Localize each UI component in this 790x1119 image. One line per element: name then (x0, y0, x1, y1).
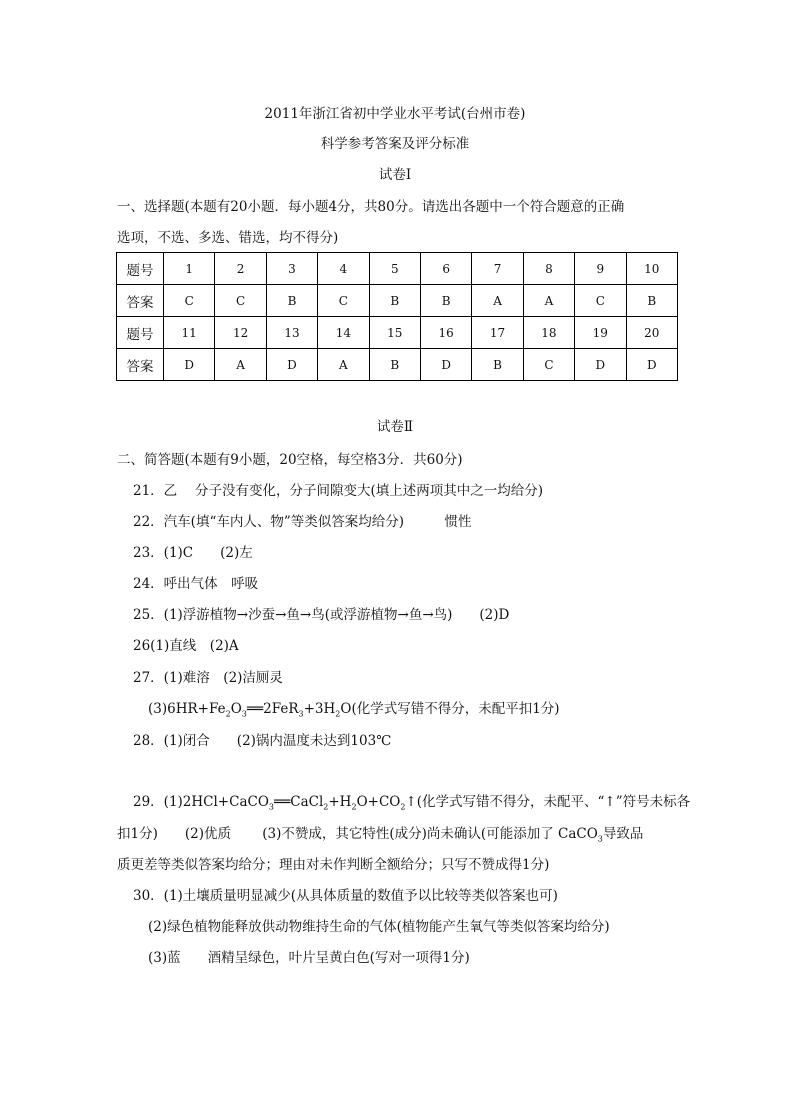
answer-q27: 27．(1)难溶 (2)洁厕灵 (133, 670, 283, 686)
answer-q28: 28．(1)闭合 (2)锅内温度未达到103℃ (133, 733, 392, 749)
answer-cell: B (369, 285, 420, 317)
answer-cell: D (266, 349, 317, 381)
doc-title: 2011年浙江省初中学业水平考试(台州市卷) (264, 106, 526, 122)
doc-subtitle: 科学参考答案及评分标准 (320, 136, 470, 152)
question-number: 6 (420, 253, 471, 285)
row-label: 答案 (117, 285, 164, 317)
answer-q21: 21．乙 分子没有变化，分子间隙变大(填上述两项其中之一均给分) (133, 483, 544, 499)
answer-q29-line1 (133, 792, 690, 818)
answer-q30-part2: (2)绿色植物能释放供动物维持生命的气体(植物能产生氧气等类似答案均给分) (148, 919, 610, 935)
formula-text: ↑(化学式写错不得分，未配平、“↑”符号未标各 (405, 794, 691, 810)
answer-cell: B (420, 285, 471, 317)
question-number: 19 (575, 317, 626, 349)
answer-cell: C (575, 285, 626, 317)
formula-text: O (230, 701, 242, 717)
answer-cell: A (523, 285, 574, 317)
formula-text: +H (328, 794, 352, 810)
section1-instructions-line2: 选项，不选、多选、错选，均不得分) (117, 230, 339, 246)
question-number: 5 (369, 253, 420, 285)
formula-text: ══CaCl (274, 794, 324, 810)
question-number: 12 (215, 317, 266, 349)
question-number: 20 (626, 317, 677, 349)
formula-text: (3)6HR+Fe (148, 701, 226, 717)
answer-cell: C (215, 285, 266, 317)
answer-cell: A (472, 285, 523, 317)
answer-cell: C (523, 349, 574, 381)
row-label: 题号 (117, 253, 164, 285)
answer-q27-part3 (148, 699, 560, 725)
answer-cell: B (369, 349, 420, 381)
answer-cell: C (164, 285, 215, 317)
question-number: 8 (523, 253, 574, 285)
question-number: 18 (523, 317, 574, 349)
subscript: 2 (351, 802, 357, 812)
subscript: 2 (400, 802, 406, 812)
formula-text: ══2FeR (246, 701, 299, 717)
paper2-heading: 试卷Ⅱ (376, 419, 414, 435)
table-row (117, 285, 678, 317)
row-label: 题号 (117, 317, 164, 349)
question-number: 10 (626, 253, 677, 285)
formula-text: O(化学式写错不得分，未配平扣1分) (340, 701, 560, 717)
table-row (117, 317, 678, 349)
question-number: 4 (318, 253, 369, 285)
answer-cell: C (318, 285, 369, 317)
section1-instructions-line1: 一、选择题(本题有20小题．每小题4分，共80分。请选出各题中一个符合题意的正确 (117, 199, 625, 215)
table-row (117, 349, 678, 381)
subscript: 2 (323, 802, 329, 812)
answer-text: 扣1分) (2)优质 (3)不赞成，其它特性(成分)尚未确认(可能添加了 (117, 826, 554, 842)
question-number: 2 (215, 253, 266, 285)
answer-text: 导致品 (602, 826, 644, 842)
answer-q25: 25．(1)浮游植物→沙蚕→鱼→鸟(或浮游植物→鱼→鸟) (2)D (133, 607, 510, 623)
answer-cell: B (626, 285, 677, 317)
question-number: 11 (164, 317, 215, 349)
answer-table (116, 252, 678, 381)
question-number: 15 (369, 317, 420, 349)
formula-text: 29．(1)2HCl+CaCO (133, 794, 269, 810)
subscript: 2 (335, 709, 341, 719)
subscript: 3 (597, 834, 603, 844)
question-number: 7 (472, 253, 523, 285)
question-number: 1 (164, 253, 215, 285)
formula-text: +3H (303, 701, 336, 717)
formula-text: CaCO (558, 826, 598, 842)
answer-q23: 23．(1)C (2)左 (133, 545, 253, 561)
answer-cell: B (472, 349, 523, 381)
answer-q24: 24．呼出气体 呼吸 (133, 576, 259, 592)
answer-cell: A (318, 349, 369, 381)
question-number: 17 (472, 317, 523, 349)
section2-heading: 二、简答题(本题有9小题，20空格，每空格3分．共60分) (117, 452, 463, 468)
answer-cell: D (575, 349, 626, 381)
answer-q29-line2 (117, 824, 643, 850)
subscript: 3 (268, 802, 274, 812)
formula-text: O+CO (356, 794, 401, 810)
subscript: 3 (241, 709, 247, 719)
answer-cell: D (164, 349, 215, 381)
answer-cell: D (420, 349, 471, 381)
answer-q30-part3: (3)蓝 酒精呈绿色，叶片呈黄白色(写对一项得1分) (148, 950, 470, 966)
subscript: 2 (225, 709, 231, 719)
subscript: 3 (298, 709, 304, 719)
question-number: 16 (420, 317, 471, 349)
question-number: 9 (575, 253, 626, 285)
answer-q30: 30．(1)土壤质量明显减少(从具体质量的数值予以比较等类似答案也可) (133, 888, 558, 904)
answer-q29-line3: 质更差等类似答案均给分；理由对未作判断全额给分；只写不赞成得1分) (117, 857, 550, 873)
answer-q22: 22．汽车(填“车内人、物”等类似答案均给分) 惯性 (133, 514, 472, 530)
answer-cell: A (215, 349, 266, 381)
table-row (117, 253, 678, 285)
question-number: 3 (266, 253, 317, 285)
answer-q26: 26(1)直线 (2)A (133, 638, 239, 654)
question-number: 14 (318, 317, 369, 349)
row-label: 答案 (117, 349, 164, 381)
answer-cell: B (266, 285, 317, 317)
paper1-heading: 试卷Ⅰ (378, 167, 412, 183)
question-number: 13 (266, 317, 317, 349)
answer-cell: D (626, 349, 677, 381)
